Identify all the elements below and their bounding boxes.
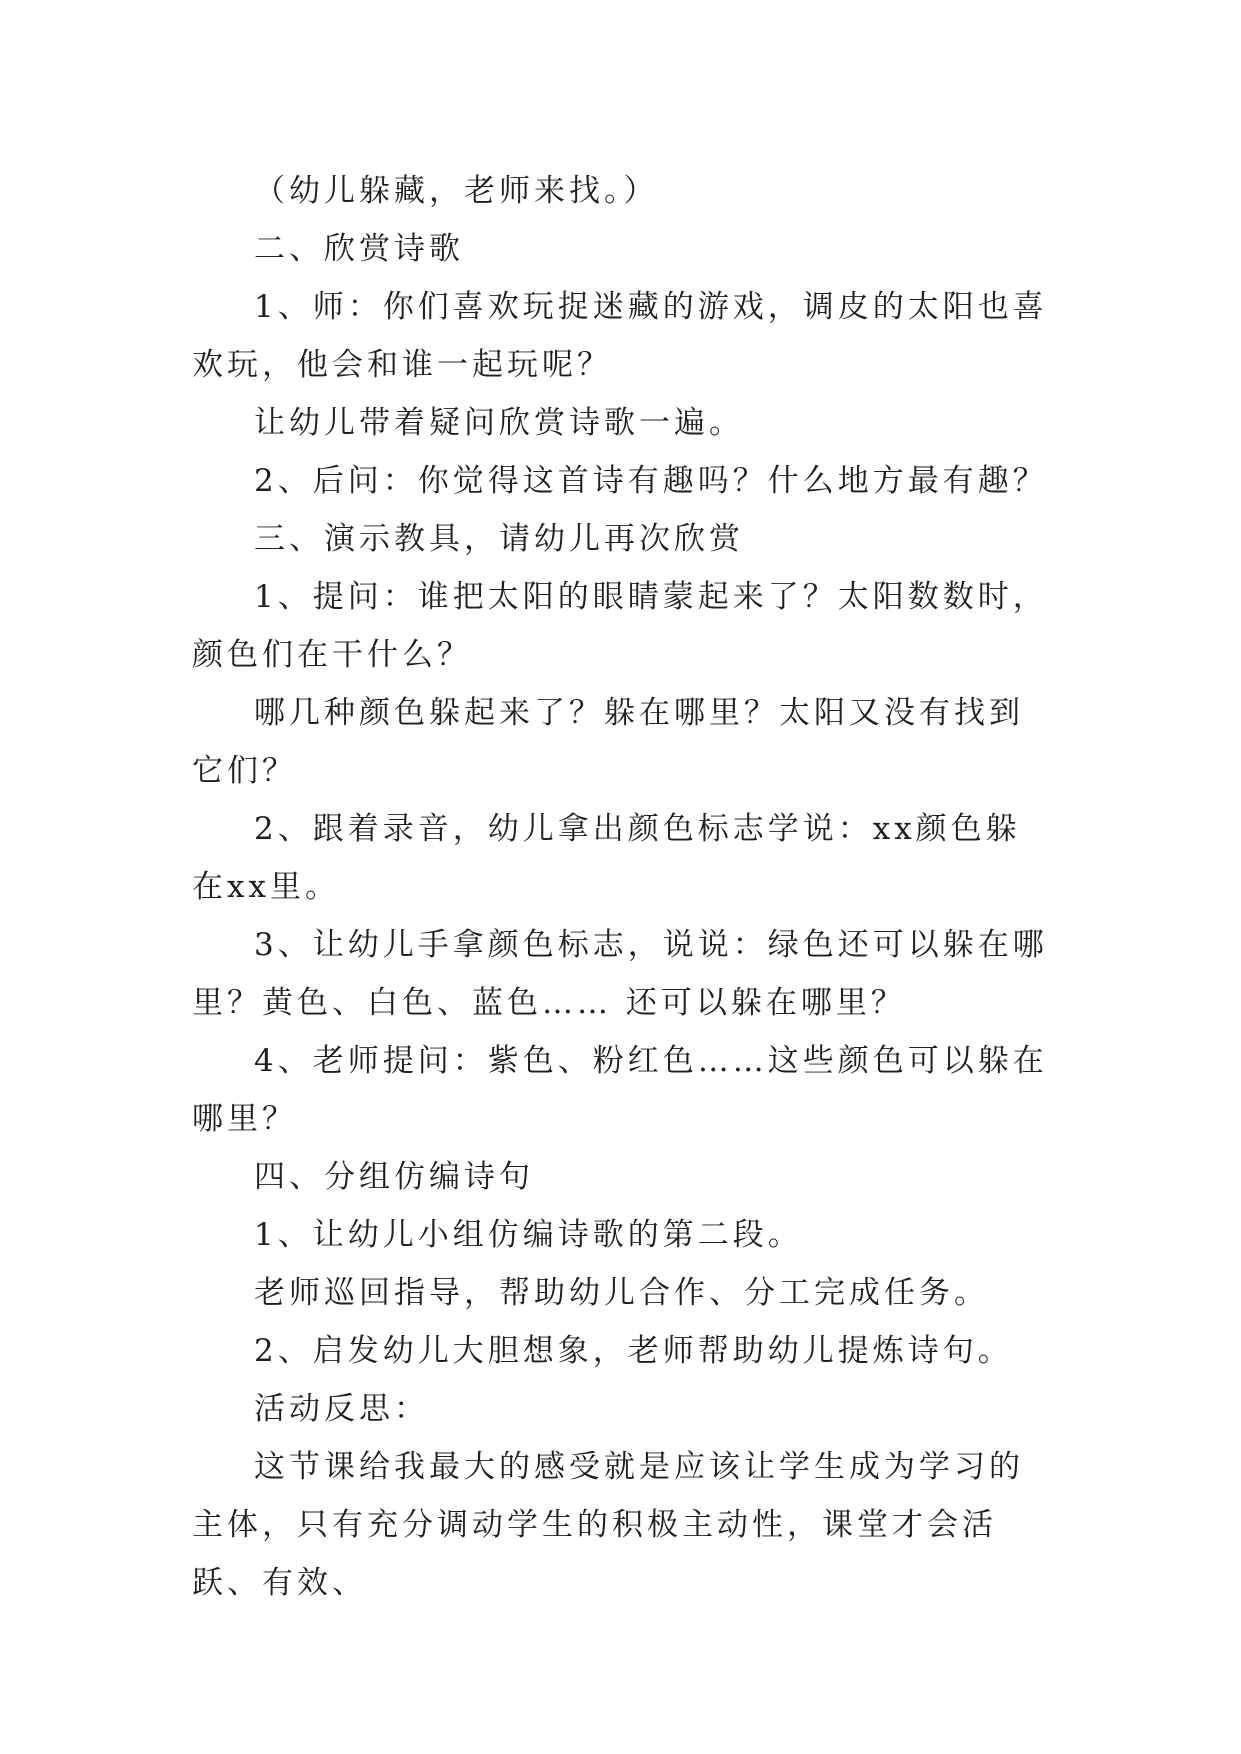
paragraph-teacher-asks-colors: 4、老师提问：紫色、粉红色……这些颜色可以躲在哪里？	[192, 1043, 1048, 1137]
paragraph-follow-up-question: 2、后问：你觉得这首诗有趣吗？什么地方最有趣？	[254, 463, 1048, 499]
section-heading-group-rewrite: 四、分组仿编诗句	[254, 1159, 534, 1195]
paragraph-teacher-question: 1、师：你们喜欢玩捉迷藏的游戏，调皮的太阳也喜欢玩，他会和谁一起玩呢？	[192, 289, 1048, 383]
paragraph-hide-and-seek-note: （幼儿躲藏，老师来找。）	[254, 173, 659, 209]
section-heading-appreciate-poem: 二、欣赏诗歌	[254, 231, 464, 267]
section-heading-demonstrate-aids: 三、演示教具，请幼儿再次欣赏	[254, 521, 744, 557]
paragraph-inspire-imagination: 2、启发幼儿大胆想象，老师帮助幼儿提炼诗句。	[254, 1333, 1013, 1369]
section-heading-reflection: 活动反思：	[254, 1391, 429, 1427]
paragraph-hold-color-signs: 3、让幼儿手拿颜色标志，说说：绿色还可以躲在哪里？黄色、白色、蓝色…… 还可以躲在哪里？	[192, 927, 1048, 1021]
paragraph-group-rewrite-second-stanza: 1、让幼儿小组仿编诗歌的第二段。	[254, 1217, 803, 1253]
paragraph-ask-who-covered-eyes: 1、提问：谁把太阳的眼睛蒙起来了？太阳数数时，颜色们在干什么？	[192, 579, 1048, 673]
paragraph-teacher-guidance: 老师巡回指导，帮助幼儿合作、分工完成任务。	[254, 1275, 989, 1311]
paragraph-reflection-text: 这节课给我最大的感受就是应该让学生成为学习的主体，只有充分调动学生的积极主动性，课堂才会活跃、有效、	[192, 1449, 1024, 1601]
paragraph-which-colors-hid: 哪几种颜色躲起来了？躲在哪里？太阳又没有找到它们？	[192, 695, 1024, 789]
paragraph-follow-recording: 2、跟着录音，幼儿拿出颜色标志学说：xx颜色躲在xx里。	[192, 811, 1021, 905]
paragraph-listen-poem: 让幼儿带着疑问欣赏诗歌一遍。	[254, 405, 744, 441]
document-body	[192, 162, 1052, 1612]
